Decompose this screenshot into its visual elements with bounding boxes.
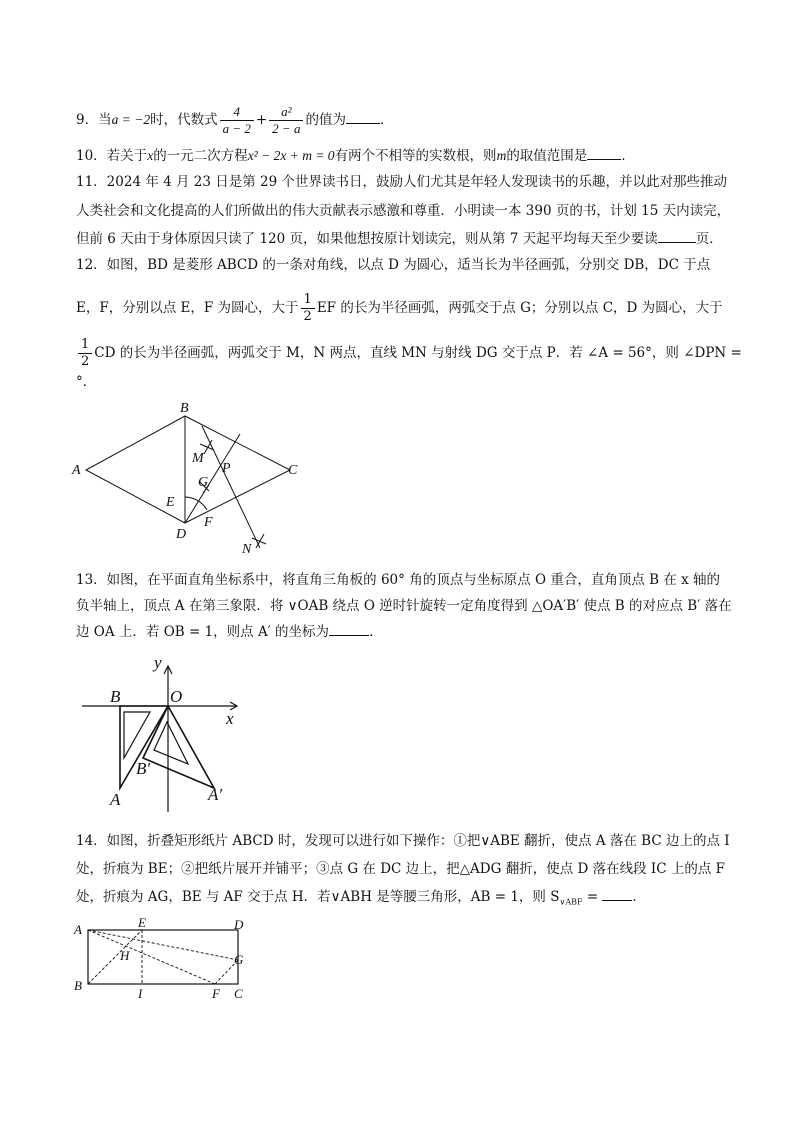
rhombus-abcd — [86, 416, 290, 523]
label-b-prime: B′ — [136, 759, 151, 778]
label-n: N — [242, 542, 252, 557]
label-y: y — [154, 654, 162, 672]
q13-line-2: 负半轴上，顶点 A 在第三象限．将 ∨OAB 绕点 O 逆时针旋转一定角度得到 △OA′B′ 使点 B 的对应点 B′ 落在 — [76, 598, 732, 614]
q12-half2-num: 1 — [78, 337, 92, 354]
triangle-oab-rotated — [143, 706, 214, 788]
q10-var-m: m — [496, 148, 507, 163]
label-a: A — [110, 790, 121, 809]
q14-line-1: 14．如图，折叠矩形纸片 ABCD 时，发现可以进行如下操作：①把∨ABE 翻折，使点 A 落在 BC 边上的点 I — [76, 833, 730, 849]
q11-line-2: 人类社会和文化提高的人们所做出的伟大贡献表示感激和尊重．小明读一本 390 页的书，计划 15 天内读完， — [76, 203, 731, 219]
q14-line-3 — [76, 885, 646, 915]
label-e: E — [166, 495, 175, 510]
q13-line-3-tail: ． — [369, 624, 383, 640]
q11-line-3 — [76, 227, 723, 251]
q12-line-2 — [76, 292, 723, 325]
q9-plus: + — [255, 112, 268, 128]
q11-answer-blank[interactable] — [658, 228, 696, 243]
q9-frac1-den: a − 2 — [222, 121, 251, 136]
q10-tail: ． — [621, 148, 635, 164]
q14-line-2: 处，折痕为 BE；②把纸片展开并铺平；③点 G 在 DC 边上，把△ADG 翻折，使点 D 落在线段 IC 上的点 F — [76, 861, 726, 877]
q12-line-1: 12．如图，BD 是菱形 ABCD 的一条对角线，以点 D 为圆心，适当长为半径画弧，分别交 DB，DC 于点 — [76, 257, 711, 273]
q9-fraction-1 — [220, 104, 254, 137]
q12-half-den: 2 — [303, 309, 312, 324]
q10-text-2: 的一元二次方程 — [153, 148, 248, 164]
q14-answer-blank[interactable] — [602, 886, 632, 901]
label-f: F — [212, 986, 220, 1001]
question-9 — [76, 104, 393, 137]
q14-line-3-text: 处，折痕为 AG，BE 与 AF 交于点 H．若∨ABH 是等腰三角形，AB = 1，则 S — [76, 889, 560, 905]
q13-line-3 — [76, 620, 383, 644]
q11-line-1: 11．2024 年 4 月 23 日是第 29 个世界读书日，鼓励人们尤其是年轻人发现读书的乐趣，并以此对那些推动 — [76, 174, 728, 190]
q10-var-x: x — [147, 148, 154, 163]
q10-equation: x² − 2x + m = 0 — [247, 148, 335, 163]
q9-frac2-num: a² — [269, 104, 303, 121]
q12-half-fraction — [301, 292, 315, 325]
label-p: P — [222, 461, 231, 476]
q12-line-3-text: CD 的长为半径画弧，两弧交于 M，N 两点，直线 MN 与射线 DG 交于点 P．若 ∠A = 56°，则 ∠DPN = — [94, 345, 742, 361]
figure-coordinate-triangles — [80, 654, 250, 814]
q11-line-3-text: 但前 6 天由于身体原因只读了 120 页，如果他想按原计划读完，则从第 7 天起平均每天至少要读 — [76, 231, 658, 247]
q9-fraction-2 — [269, 104, 303, 137]
label-e: E — [138, 915, 146, 930]
label-x: x — [226, 709, 234, 728]
q12-line-2-text-b: EF 的长为半径画弧，两弧交于点 G；分别以点 C，D 为圆心，大于 — [316, 300, 723, 316]
figure-rhombus — [60, 398, 320, 558]
q9-text: 时，代数式 — [150, 112, 218, 128]
label-d: D — [234, 917, 244, 932]
q12-half2-den: 2 — [81, 354, 90, 369]
label-d: D — [176, 527, 187, 542]
q10-text-1: 10．若关于 — [76, 148, 148, 164]
q10-text-3: 有两个不相等的实数根，则 — [334, 148, 497, 164]
label-b: B — [110, 687, 121, 706]
q9-ending: 的值为 — [305, 112, 346, 128]
q9-frac1-num: 4 — [220, 104, 254, 121]
label-i: I — [138, 986, 143, 1001]
q12-line-4 — [76, 370, 96, 394]
figure-rectangle-folding — [66, 914, 256, 1004]
q10-text-4: 的取值范围是 — [506, 148, 588, 164]
q9-answer-blank[interactable] — [346, 109, 380, 124]
q12-line-2-text: E，F，分别以点 E，F 为圆心，大于 — [76, 300, 299, 316]
label-a: A — [74, 922, 82, 937]
q10-answer-blank[interactable] — [587, 145, 621, 160]
q9-frac2-den: 2 − a — [272, 121, 301, 136]
q13-line-1: 13．如图，在平面直角坐标系中，将直角三角板的 60° 角的顶点与坐标原点 O 重合，直角顶点 B 在 x 轴的 — [76, 572, 721, 588]
fold-ag — [88, 930, 238, 960]
q12-half-num: 1 — [301, 292, 315, 309]
label-o: O — [170, 687, 183, 706]
q14-subscript: ∨ABF — [559, 897, 583, 907]
q9-condition: a = −2 — [111, 112, 151, 127]
label-b: B — [180, 401, 189, 416]
label-g: G — [234, 952, 244, 967]
label-c: C — [234, 986, 243, 1001]
label-a: A — [72, 463, 81, 478]
q13-answer-blank[interactable] — [329, 621, 369, 636]
arc-ef — [185, 497, 207, 510]
q9-tail: ． — [379, 112, 394, 128]
label-c: C — [288, 463, 298, 478]
fold-af — [88, 930, 215, 984]
label-a-prime: A′ — [208, 785, 223, 804]
question-10 — [76, 144, 635, 168]
q12-line-3 — [76, 337, 742, 370]
q12-half-fraction-2 — [78, 337, 92, 370]
label-g: G — [198, 475, 209, 490]
q13-line-3-text: 边 OA 上．若 OB = 1，则点 A′ 的坐标为 — [76, 624, 330, 640]
triangle-rotated-inner — [154, 722, 188, 764]
q11-line-3-tail: 页． — [695, 231, 723, 247]
q14-line-3-tail: ． — [632, 889, 646, 905]
label-b: B — [74, 978, 82, 993]
rectangle-abcd — [88, 930, 238, 984]
label-m: M — [192, 451, 204, 466]
label-h: H — [120, 948, 130, 963]
fold-be — [88, 930, 142, 984]
q14-equals: = — [582, 889, 603, 905]
q9-number: 9．当 — [76, 112, 112, 128]
label-f: F — [204, 515, 213, 530]
q12-line-4-text: °． — [76, 374, 97, 390]
